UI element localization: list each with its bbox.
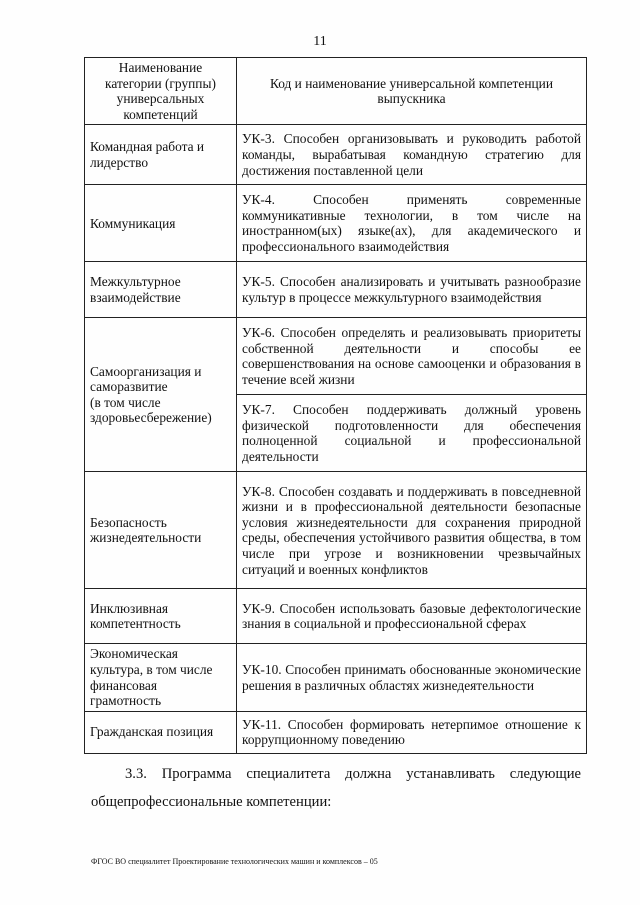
category-cell: Экономическая культура, в том числе финансовая грамотность	[85, 644, 237, 711]
section-paragraph	[91, 760, 581, 816]
competence-cell: УК-4. Способен применять современные коммуникативные технологии, в том числе на иностранном(ых) языке(ах), для академического и профессионального взаимодействия	[237, 185, 587, 262]
table-row	[85, 262, 587, 318]
competence-cell: УК-10. Способен принимать обоснованные экономические решения в различных областях жизнедеятельности	[237, 644, 587, 711]
table-row	[85, 185, 587, 262]
competence-cell: УК-11. Способен формировать нетерпимое отношение к коррупционному поведению	[237, 711, 587, 753]
competence-cell: УК-7. Способен поддерживать должный уровень физической подготовленности для обеспечения полноценной социальной и профессиональной деятельности	[237, 395, 587, 472]
category-name: Самоорганизация и саморазвитие	[90, 363, 202, 395]
category-cell	[85, 318, 237, 472]
category-note: (в том числе здоровьесбережение)	[90, 394, 212, 426]
category-cell: Безопасность жизнедеятельности	[85, 472, 237, 589]
footer-text: ФГОС ВО специалитет Проектирование технологических машин и комплексов – 05	[91, 857, 378, 866]
table-row	[85, 318, 587, 395]
header-competence: Код и наименование универсальной компетенции выпускника	[237, 58, 587, 125]
table-row	[85, 644, 587, 711]
competence-cell: УК-9. Способен использовать базовые дефектологические знания в социальной и профессиональной сферах	[237, 589, 587, 644]
competence-cell: УК-8. Способен создавать и поддерживать в повседневной жизни и в профессиональной деятельности безопасные условия жизнедеятельности для сохранения природной среды, обеспечения устойчивого развития общества, в том числе при угрозе и возникновении чрезвычайных ситуаций и военных конфликтов	[237, 472, 587, 589]
header-category: Наименование категории (группы) универсальных компетенций	[85, 58, 237, 125]
table-row	[85, 472, 587, 589]
category-cell: Инклюзивная компетентность	[85, 589, 237, 644]
category-cell: Командная работа и лидерство	[85, 125, 237, 185]
table-row	[85, 589, 587, 644]
competence-cell: УК-6. Способен определять и реализовывать приоритеты собственной деятельности и способы ее совершенствования на основе самооценки и образования в течение всей жизни	[237, 318, 587, 395]
category-cell: Коммуникация	[85, 185, 237, 262]
competence-cell: УК-5. Способен анализировать и учитывать разнообразие культур в процессе межкультурного взаимодействия	[237, 262, 587, 318]
competence-cell: УК-3. Способен организовывать и руководить работой команды, вырабатывая командную стратегию для достижения поставленной цели	[237, 125, 587, 185]
category-cell: Межкультурное взаимодействие	[85, 262, 237, 318]
category-cell: Гражданская позиция	[85, 711, 237, 753]
table-row	[85, 125, 587, 185]
table-row	[85, 711, 587, 753]
competencies-table	[84, 57, 587, 754]
paragraph-text: 3.3. Программа специалитета должна устанавливать следующие общепрофессиональные компетенции:	[91, 766, 581, 810]
page-number: 11	[313, 34, 327, 49]
table-header-row	[85, 58, 587, 125]
